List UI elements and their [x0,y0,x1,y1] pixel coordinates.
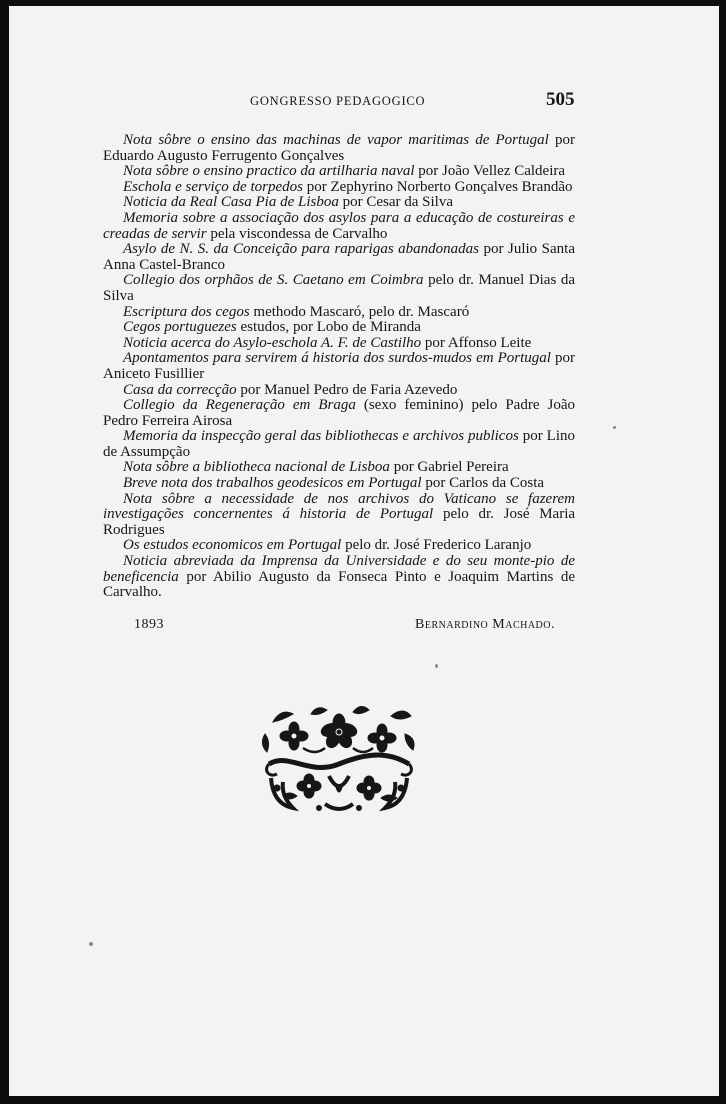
bibliography-entry [103,398,575,429]
bibliography-entry [103,351,575,382]
entry-title: Asylo de N. S. da Conceição para raparigas abandonadas [123,241,479,258]
entry-title: Escriptura dos cegos [123,303,250,320]
entry-author: pela viscondessa de Carvalho [206,225,388,242]
running-title: GONGRESSO PEDAGOGICO [250,94,426,108]
entry-author: (sexo feminino) pelo Padre João Pedro Ferreira Airosa [103,397,575,429]
entry-author: por Aniceto Fusillier [103,350,575,382]
floral-ornament-icon [259,704,419,816]
entry-title: Nota sôbre a bibliotheca nacional de Lisboa [123,459,390,476]
entry-title: Apontamentos para servirem á historia dos surdos-mudos em Portugal [123,350,551,367]
paper-speck [435,664,438,668]
bibliography-entry [103,476,575,492]
entry-author: por Zephyrino Norberto Gonçalves Brandão [302,178,573,195]
entry-author: estudos, por Lobo de Miranda [236,319,421,336]
entry-title: Noticia acerca do Asylo-eschola A. F. de Castilho [123,334,422,351]
bibliography-entry [103,164,575,180]
entry-title: Collegio dos orphãos de S. Caetano em Coimbra [123,272,424,289]
author-signature: Bernardino Machado. [415,617,555,632]
bibliography-entry [103,336,575,352]
entry-title: Nota sôbre o ensino practico da artilharia naval [123,163,415,180]
entry-author: por Affonso Leite [421,334,532,351]
entry-author: por Carlos da Costa [421,475,545,492]
bibliography-entry [103,180,575,196]
entry-author: por Lino de Assumpção [103,428,575,460]
entry-title: Casa da correcção [123,381,237,398]
entry-title: Noticia da Real Casa Pia de Lisboa [123,194,339,211]
bibliography-entry [103,383,575,399]
bibliography-entry [103,554,575,601]
document-page [9,6,719,1096]
bibliography-entry [103,429,575,460]
entry-title: Nota sôbre a necessidade de nos archivos do Vaticano se fazerem investigações concernentes á historia de Portugal [103,490,575,523]
entry-author: methodo Mascaró, pelo dr. Mascaró [249,303,470,320]
entry-title: Cegos portuguezes [123,319,237,336]
entry-author: por Julio Santa Anna Castel-Branco [103,241,575,273]
page-header [9,89,719,114]
page-number: 505 [546,89,575,110]
entry-author: por Gabriel Pereira [389,459,509,476]
bibliography-entry [103,492,575,539]
paper-speck [613,426,616,429]
entry-author: por João Vellez Caldeira [414,163,566,180]
bibliography-entry [103,538,575,554]
bibliography-entry [103,320,575,336]
paper-speck [89,942,93,946]
entry-title: Memoria da inspecção geral das bibliothecas e archivos publicos [123,428,519,445]
entry-author: por Cesar da Silva [338,194,453,211]
signature-row [103,617,555,637]
entry-author: pelo dr. José Maria Rodrigues [103,506,576,538]
bibliography-entry [103,242,575,273]
bibliography-entry [103,460,575,476]
bibliography-entry [103,195,575,211]
entry-author: pelo dr. José Frederico Laranjo [341,537,532,554]
entry-author: por Abilio Augusto da Fonseca Pinto e Joaquim Martins de Carvalho. [103,568,575,601]
entry-author: por Eduardo Augusto Ferrugento Gonçalves [103,132,575,164]
entry-list [103,133,575,601]
entry-title: Memoria sobre a associação dos asylos para a educação de costureiras e creadas de servir [103,209,575,242]
bibliography-entry [103,305,575,321]
entry-title: Breve nota dos trabalhos geodesicos em Portugal [123,475,422,492]
entry-author: pelo dr. Manuel Dias da Silva [103,272,575,304]
publication-year: 1893 [134,617,164,632]
bibliography-entry [103,273,575,304]
entry-title: Os estudos economicos em Portugal [123,537,342,554]
entry-title: Nota sôbre o ensino das machinas de vapor maritimas de Portugal [123,132,549,148]
entry-title: Noticia abreviada da Imprensa da Universidade e do seu monte-pio de beneficencia [103,553,575,585]
bibliography-entry [103,133,575,164]
entry-author: por Manuel Pedro de Faria Azevedo [236,381,458,398]
entry-title: Collegio da Regeneração em Braga [123,397,356,414]
bibliography-entry [103,211,575,242]
entry-title: Eschola e serviço de torpedos [123,178,303,195]
